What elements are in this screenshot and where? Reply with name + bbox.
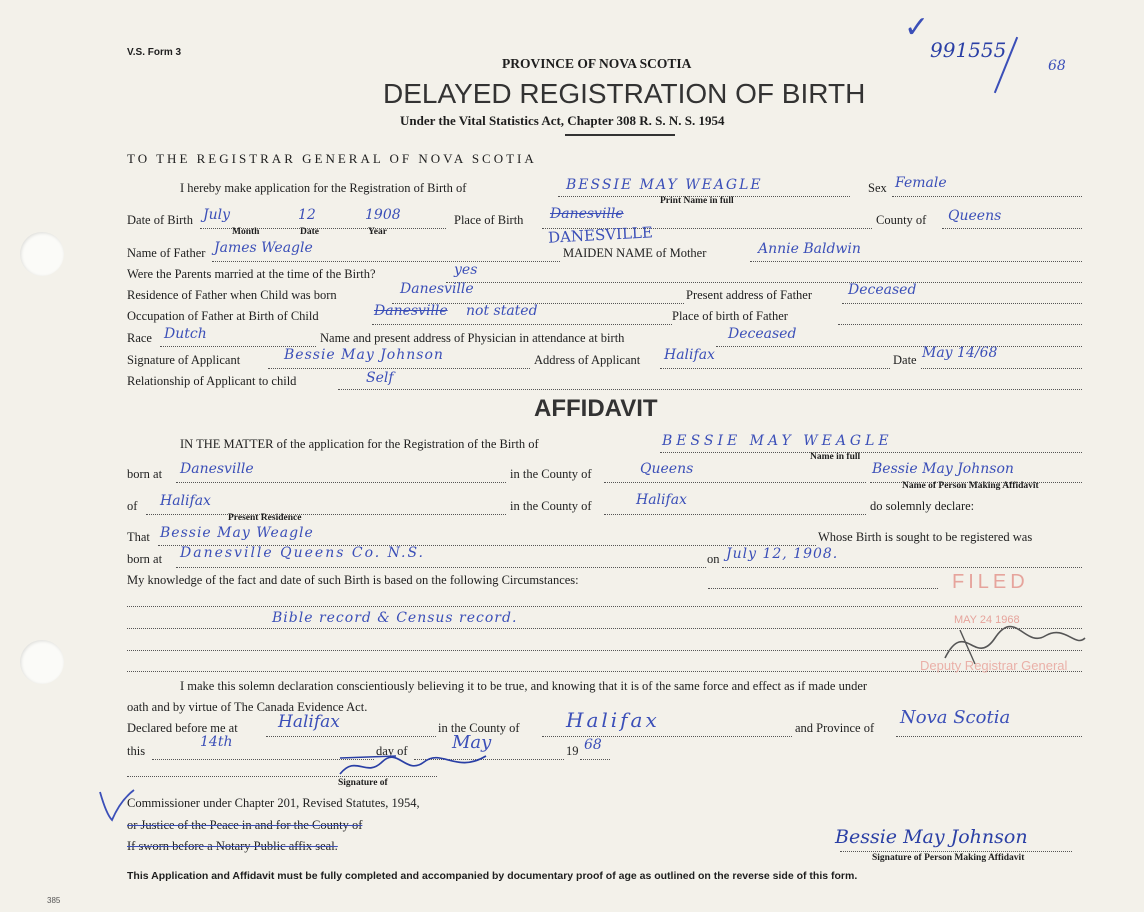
footer-note: This Application and Affidavit must be fully completed and accompanied by documentary proof of age as outlined on the reverse side of this form.	[127, 870, 858, 882]
day-value: 14th	[200, 734, 233, 750]
mother-name: Annie Baldwin	[758, 241, 861, 257]
title-rule	[565, 134, 675, 136]
dots	[842, 303, 1082, 304]
relationship-value: Self	[366, 370, 394, 386]
in-county-label-2: in the County of	[510, 499, 592, 513]
born-at-value: Danesville	[180, 461, 254, 477]
act-subtitle: Under the Vital Statistics Act, Chapter 308 R. S. N. S. 1954	[400, 113, 725, 128]
dots	[921, 368, 1082, 369]
dots	[146, 514, 506, 515]
year-value: 68	[584, 737, 602, 753]
date-caption: Date	[300, 227, 319, 237]
county-value: Queens	[948, 208, 1002, 224]
dots	[716, 346, 1082, 347]
deponent-signature: Bessie May Johnson	[835, 826, 1028, 848]
that-name: Bessie May Weagle	[160, 525, 314, 541]
print-name-caption: Print Name in full	[660, 196, 734, 206]
decl-county-label: in the County of	[438, 721, 520, 735]
occupation-struck: Danesville	[374, 303, 448, 319]
file-year: 68	[1048, 58, 1066, 74]
whose-birth-text: Whose Birth is sought to be registered was	[818, 530, 1033, 544]
commissioner-text: Commissioner under Chapter 201, Revised Statutes, 1954,	[127, 796, 420, 810]
dots	[127, 606, 1082, 607]
form-number: V.S. Form 3	[127, 47, 182, 58]
dob-label: Date of Birth	[127, 213, 193, 227]
province-heading: PROVINCE OF NOVA SCOTIA	[502, 56, 692, 71]
present-father-label: Present address of Father	[686, 288, 813, 302]
address-label: Address of Applicant	[534, 353, 641, 367]
day-of-label: day of	[376, 744, 408, 758]
born-at-label: born at	[127, 467, 163, 481]
married-value: yes	[454, 262, 478, 278]
dots	[338, 389, 1082, 390]
dob-date: 12	[298, 207, 316, 223]
name-in-full-caption: Name in full	[810, 452, 861, 462]
of-place: Halifax	[160, 493, 211, 509]
punch-hole-top	[20, 232, 64, 276]
dots	[446, 282, 1082, 283]
dots	[372, 324, 672, 325]
commissioner-signature	[336, 748, 496, 782]
notary-text: If sworn before a Notary Public affix seal.	[127, 839, 338, 853]
applicant-name: BESSIE MAY WEAGLE	[566, 177, 763, 193]
dob-year: 1908	[365, 207, 401, 223]
year-prefix: 19	[566, 744, 579, 758]
occupation-label: Occupation of Father at Birth of Child	[127, 309, 319, 323]
affidavit-matter: IN THE MATTER of the application for the Registration of the Birth of	[180, 437, 539, 451]
sex-value: Female	[895, 175, 947, 191]
applicant-signature: Bessie May Johnson	[284, 347, 444, 363]
knowledge-text: My knowledge of the fact and date of such Birth is based on the following Circumstances:	[127, 573, 579, 587]
residence-label: Residence of Father when Child was born	[127, 288, 337, 302]
present-father-value: Deceased	[848, 282, 917, 298]
dots	[176, 567, 706, 568]
county-born: Queens	[640, 461, 694, 477]
file-number: 991555	[930, 38, 1007, 62]
dots	[660, 368, 890, 369]
declared-label: Declared before me at	[127, 721, 238, 735]
place-label: Place of Birth	[454, 213, 524, 227]
registrar-signature	[935, 618, 1095, 668]
date-label: Date	[893, 353, 917, 367]
married-label: Were the Parents married at the time of the Birth?	[127, 267, 376, 281]
deponent-signature-caption: Signature of Person Making Affidavit	[872, 853, 1025, 863]
relationship-label: Relationship of Applicant to child	[127, 374, 297, 388]
dots	[708, 588, 938, 589]
signature-of-caption: Signature of	[338, 778, 388, 788]
this-label: this	[127, 744, 146, 758]
declare-text: do solemnly declare:	[870, 499, 975, 513]
punch-hole-bottom	[20, 640, 64, 684]
county-label: County of	[876, 213, 927, 227]
dots	[722, 567, 1082, 568]
dots	[542, 736, 792, 737]
dots	[604, 514, 866, 515]
filed-date: MAY 24 1968	[954, 614, 1020, 626]
check-mark-top: ✓	[904, 11, 930, 44]
physician-label: Name and present address of Physician in attendance at birth	[320, 331, 625, 345]
dots	[840, 851, 1072, 852]
year-caption: Year	[368, 227, 387, 237]
decl-county: Halifax	[566, 708, 660, 732]
declared-at: Halifax	[278, 712, 340, 732]
dots	[838, 324, 1082, 325]
place-struck: Danesville	[550, 206, 624, 222]
deponent-name: Bessie May Johnson	[872, 461, 1014, 477]
of-label: of	[127, 499, 138, 513]
circumstances: Bible record & Census record.	[272, 610, 518, 626]
dots	[892, 196, 1082, 197]
dots	[942, 228, 1082, 229]
dots	[896, 736, 1082, 737]
on-date: July 12, 1908.	[726, 546, 839, 562]
mother-label: MAIDEN NAME of Mother	[563, 246, 707, 260]
born-at-full: Danesville Queens Co. N.S.	[180, 545, 425, 561]
month-value: May	[452, 732, 492, 753]
dots	[604, 482, 866, 483]
dob-month: July	[203, 207, 231, 223]
addressee: TO THE REGISTRAR GENERAL OF NOVA SCOTIA	[127, 151, 537, 166]
signature-label: Signature of Applicant	[127, 353, 241, 367]
solemn-declaration-1: I make this solemn declaration conscientiously believing it to be true, and knowing that it is of the same force and effect as if made under	[180, 679, 868, 693]
dots	[750, 261, 1082, 262]
province-label: and Province of	[795, 721, 875, 735]
race-label: Race	[127, 331, 152, 345]
month-caption: Month	[232, 227, 260, 237]
page-title: DELAYED REGISTRATION OF BIRTH	[383, 78, 866, 109]
dots	[268, 368, 530, 369]
filed-stamp: FILED	[952, 571, 1029, 593]
place-correction: DANESVILLE	[547, 223, 654, 247]
on-label: on	[707, 552, 720, 566]
dots	[212, 261, 560, 262]
county-residence: Halifax	[636, 492, 687, 508]
physician-value: Deceased	[728, 326, 797, 342]
application-date: May 14/68	[922, 345, 998, 361]
that-label: That	[127, 530, 150, 544]
affidavit-title: AFFIDAVIT	[534, 395, 658, 422]
father-label: Name of Father	[127, 246, 206, 260]
solemn-declaration-2: oath and by virtue of The Canada Evidence Act.	[127, 700, 368, 714]
deputy-registrar: Deputy Registrar General	[920, 658, 1068, 673]
application-intro: I hereby make application for the Registration of Birth of	[180, 181, 467, 195]
address-value: Halifax	[664, 347, 715, 363]
father-birthplace-label: Place of birth of Father	[672, 309, 788, 323]
dots	[660, 452, 1082, 453]
footer-code: 385	[47, 896, 61, 905]
dots	[176, 482, 506, 483]
occupation-value: not stated	[466, 303, 538, 319]
residence-caption: Present Residence	[228, 513, 302, 523]
sex-label: Sex	[868, 181, 887, 195]
justice-text: or Justice of the Peace in and for the County of	[127, 818, 363, 832]
race-value: Dutch	[164, 326, 207, 342]
in-county-label: in the County of	[510, 467, 592, 481]
residence-value: Danesville	[400, 281, 474, 297]
affidavit-name: BESSIE MAY WEAGLE	[662, 433, 893, 449]
dots	[580, 759, 610, 760]
father-name: James Weagle	[214, 240, 313, 256]
born-at-label-2: born at	[127, 552, 163, 566]
deponent-caption: Name of Person Making Affidavit	[902, 481, 1039, 491]
province-value: Nova Scotia	[900, 707, 1011, 728]
dots	[266, 736, 436, 737]
